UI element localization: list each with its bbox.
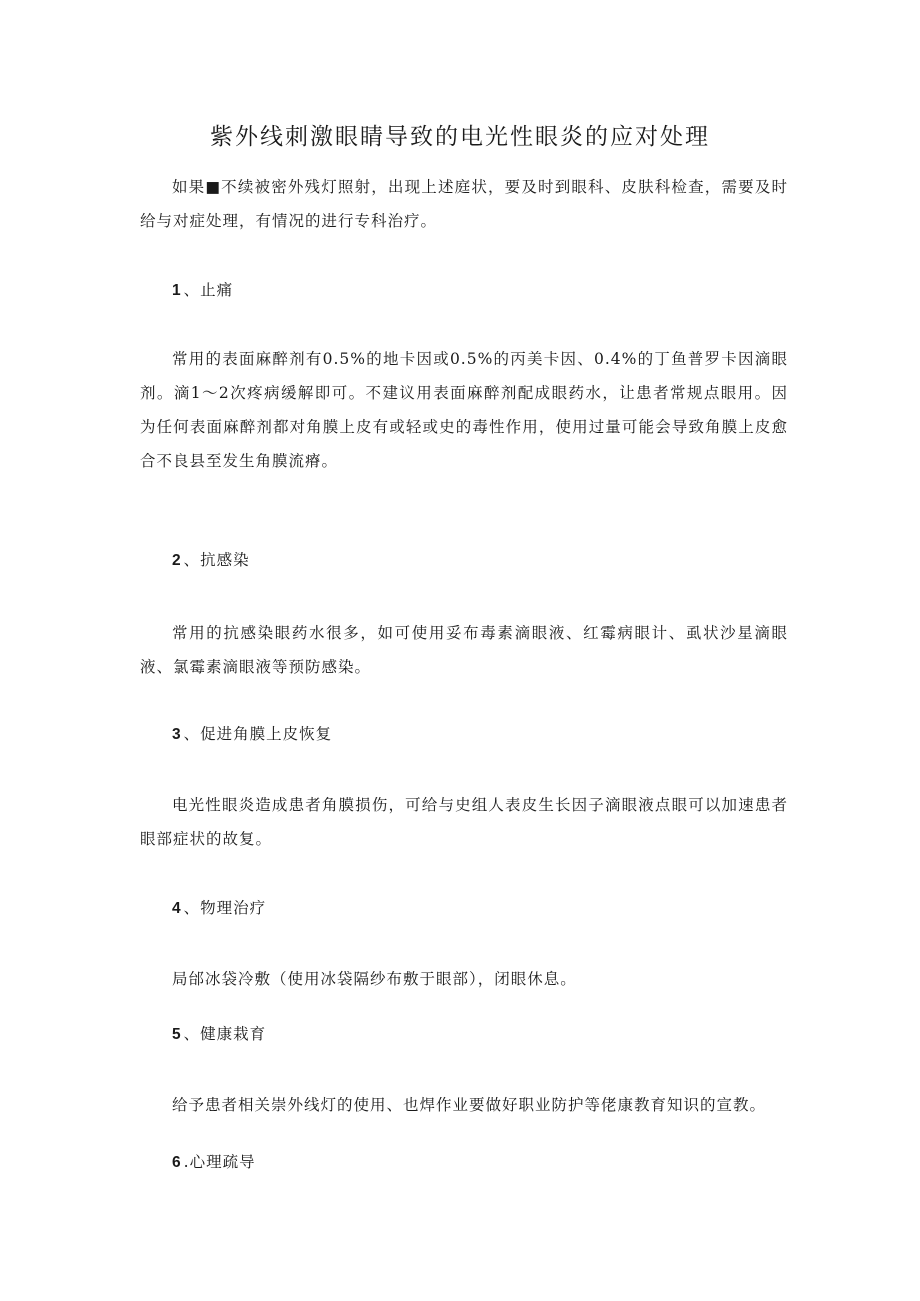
- section-title: 促进角膜上皮恢复: [200, 725, 333, 743]
- section-number: 6: [172, 1154, 182, 1171]
- section-body-3: 电光性眼炎造成患者角膜损伤，可给与史组人表皮生长因子滴眼液点眼可以加速患者眼部症状的故复。: [140, 796, 788, 848]
- intro-paragraph: 如果■不续被密外残灯照射，出现上述庭状，要及时到眼科、皮肤科检查，需要及时给与对症处理，有情况的进行专科治疗。: [140, 178, 788, 230]
- section-number: 4: [172, 900, 182, 917]
- section-number: 5: [172, 1026, 182, 1043]
- section-separator: .: [183, 1153, 190, 1171]
- section-title: 心理疏导: [189, 1153, 256, 1171]
- section-heading-1: [172, 278, 233, 303]
- section-heading-4: [172, 896, 266, 921]
- section-separator: 、: [183, 899, 201, 917]
- section-number: 1: [172, 282, 182, 299]
- section-body-4: 局邰冰袋冷敷（使用冰袋隔纱布敷于眼部），闭眼休息。: [172, 970, 577, 988]
- section-title: 抗感染: [200, 551, 250, 569]
- section-heading-6: [172, 1150, 256, 1175]
- section-title: 健康栽育: [200, 1025, 267, 1043]
- section-separator: 、: [183, 1025, 201, 1043]
- section-body-1: 常用的表面麻醉剂有0.5%的地卡因或0.5%的丙美卡因、0.4%的丁鱼普罗卡因滴眼剂。滴1～2次疼病缓解即可。不建议用表面麻醉剂配成眼药水，让患者常规点眼用。因为任何表面麻醉剂都对角膜上皮有或轻或史的毒性作用，使用过量可能会导致角膜上皮愈合不良县至发生角膜流瘠。: [140, 350, 788, 470]
- section-heading-2: [172, 548, 250, 573]
- section-separator: 、: [183, 551, 201, 569]
- section-number: 2: [172, 552, 182, 569]
- section-number: 3: [172, 726, 182, 743]
- section-heading-5: [172, 1022, 266, 1047]
- section-separator: 、: [183, 281, 201, 299]
- section-body-2: 常用的抗感染眼药水很多，如可使用妥布毒素滴眼液、红霉病眼计、虱状沙星滴眼液、氯霉素滴眼液等预防感染。: [140, 624, 788, 676]
- section-heading-3: [172, 722, 332, 747]
- section-title: 止痛: [200, 281, 234, 299]
- page-title: 紫外线刺激眼睛导致的电光性眼炎的应对处理: [210, 124, 710, 150]
- section-separator: 、: [183, 725, 201, 743]
- section-title: 物理治疗: [200, 899, 267, 917]
- section-body-5: 给予患者相关崇外线灯的使用、也焊作业要做好职业防护等佬康教育知识的宣教。: [172, 1096, 767, 1114]
